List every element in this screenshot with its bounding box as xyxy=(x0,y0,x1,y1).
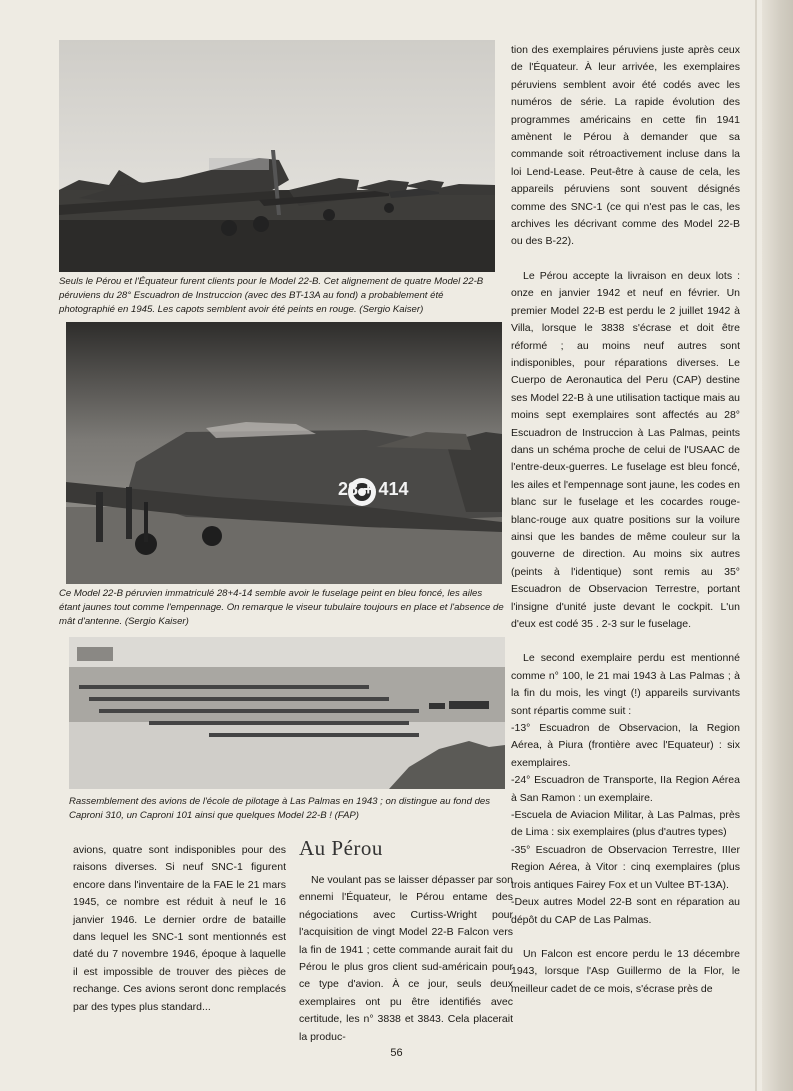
body-paragraph: Le Pérou accepte la livraison en deux lots : onze en janvier 1942 et neuf en février. Un premier Model 22-B est perdu le 2 juillet 1942 à Villa, lorsque le 3838 s'écrase et doit être réformé ; au moins neuf autres sont indisponibles, pour réparations diverses. Le Cuerpo de Aeronautica del Peru (CAP) destine ses Model 22-B à une utilisation tactique mais au moins sept exemplaires sont affectés au 28° Escuadron de Instruccion à Las Palmas, peints dans un schéma proche de celui de l'USAAC de l'entre-deux-guerres. Le fuselage est bleu foncé, les ailes et l'empennage sont jaune, les codes en blanc sur le fuselage et les cocardes rouge-blanc-rouge aux quatre positions sur la voilure ainsi que les bandes de même couleur sur la gouverne de direction. Au moins six autres (peints à l'identique) sont remis au 35° Escuadron de Observacion Terrestre, portant l'insigne d'unité juste devant le cockpit. L'un d'eux est codé 35 . 2-3 sur le fuselage. xyxy=(511,269,740,630)
text-column-right xyxy=(511,42,740,998)
book-spine xyxy=(762,0,793,1091)
photo-airfield-gathering xyxy=(69,637,505,789)
text-column-bottom-middle xyxy=(299,872,513,1046)
body-paragraph: avions, quatre sont indisponibles pour des raisons diverses. Si neuf SNC-1 figurent encore dans l'inventaire de la FAE le 21 mars 1945, ce nombre est réduit à neuf le 16 janvier 1946. Le dernier ordre de bataille dans lequel les SNC-1 sont mentionnés est daté du 7 novembre 1946, époque à laquelle il est impossible de trouver des pièces de rechange. Ces avions seront donc remplacés par des types plus standard... xyxy=(73,844,286,1013)
body-paragraph: Le second exemplaire perdu est mentionné comme n° 100, le 21 mai 1943 à Las Palmas ; à la fin du mois, les vingt (!) appareils survivants sont répartis comme suit : xyxy=(511,652,740,717)
body-paragraph: Ne voulant pas se laisser dépasser par son ennemi l'Équateur, le Pérou entame des négociations avec Curtiss-Wright pour l'acquisition de vingt Model 22-B Falcon vers la fin de 1941 ; cette commande aurait fait du Pérou le plus gros client sud-américain pour ce type d'avion. À ce jour, seuls deux exemplaires ont pu être identifiés avec certitude, les n° 3838 et 3843. Cela placerait la produc- xyxy=(299,874,513,1043)
page-fold xyxy=(755,0,757,1091)
text-column-bottom-left xyxy=(73,842,286,1016)
photo-caption: Rassemblement des avions de l'école de pilotage à Las Palmas en 1943 ; on distingue au fond des Caproni 310, un Caproni 101 ainsi que quelques Model 22-B ! (FAP) xyxy=(69,796,491,822)
list-item: -Escuela de Aviacion Militar, à Las Palmas, près de Lima : six exemplaires (plus d'autres types) xyxy=(511,809,740,839)
list-item: -Deux autres Model 22-B sont en réparation au dépôt du CAP de Las Palmas. xyxy=(511,896,740,926)
body-paragraph: Un Falcon est encore perdu le 13 décembre 1943, lorsque l'Asp Guillermo de la Flor, le meilleur cadet de ce mois, s'écrase près de xyxy=(511,947,740,995)
fuselage-code: 28 + 414 xyxy=(338,479,409,499)
list-item: -35° Escuadron de Observacion Terrestre, IIIer Region Aérea, à Vitor : cinq exemplaires (plus trois antiques Fairey Fox et un Vultee BT-13A). xyxy=(511,843,740,891)
page-number: 56 xyxy=(390,1047,403,1059)
list-item: -24° Escuadron de Transporte, IIa Region Aérea à San Ramon : un exemplaire. xyxy=(511,774,740,804)
photo-caption: Ce Model 22-B péruvien immatriculé 28+4-14 semble avoir le fuselage peint en bleu foncé, les ailes étant jaunes tout comme l'empennage. On remarque le viseur tubulaire toujours en place et l'absence de mât d'antenne. (Sergio Kaiser) xyxy=(59,588,504,628)
body-paragraph: tion des exemplaires péruviens juste après ceux de l'Équateur. À leur arrivée, les exemplaires péruviens semblent avoir été codés avec les numéros de série. La rapide évolution des programmes américains en cette fin 1941 amènent le Pérou à demander que sa commande soit rétroactivement incluse dans la loi Lend-Lease. Peut-être à cause de cela, les appareils péruviens sont souvent désignés comme des SNC-1 (ce qui n'est pas le cas, les archives les décrivant comme des Model 22-B ou des B-22). xyxy=(511,44,740,248)
list-item: -13° Escuadron de Observacion, la Region Aérea, à Piura (frontière avec l'Equateur) : six exemplaires. xyxy=(511,722,740,769)
photo-caption: Seuls le Pérou et l'Équateur furent clients pour le Model 22-B. Cet alignement de quatre Model 22-B péruviens du 28° Escuadron de Instruccion (avec des BT-13A au fond) a probablement été photographié en 1945. Les capots semblent avoir été peints en rouge. (Sergio Kaiser) xyxy=(59,276,484,316)
photo-aircraft-lineup xyxy=(59,40,495,272)
section-heading: Au Pérou xyxy=(299,836,383,860)
photo-aircraft-closeup xyxy=(66,322,502,584)
